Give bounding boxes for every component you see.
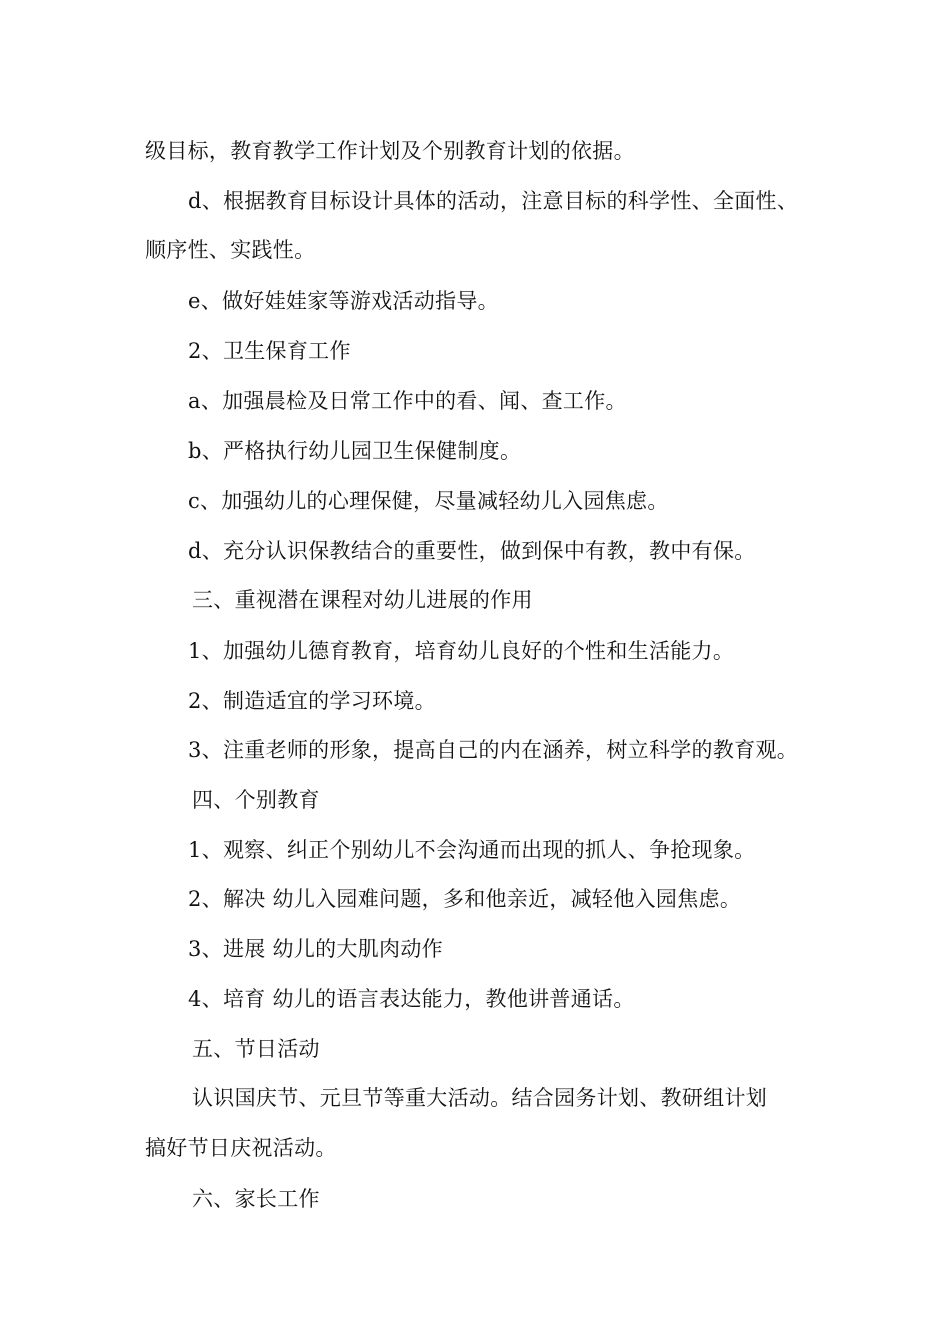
paragraph-line: 2、解决 幼儿入园难问题，多和他亲近，减轻他入园焦虑。 <box>188 887 742 911</box>
paragraph-line: e、做好娃娃家等游戏活动指导。 <box>188 289 499 313</box>
paragraph-line: 3、进展 幼儿的大肌肉动作 <box>188 937 443 961</box>
paragraph-line: 4、培育 幼儿的语言表达能力，教他讲普通话。 <box>188 987 635 1011</box>
section-heading: 六、家长工作 <box>192 1187 320 1211</box>
paragraph-line: 级目标，教育教学工作计划及个别教育计划的依据。 <box>145 139 635 163</box>
section-heading: 三、重视潜在课程对幼儿进展的作用 <box>192 588 533 612</box>
paragraph-line: d、根据教育目标设计具体的活动，注意目标的科学性、全面性、 <box>188 189 799 213</box>
section-heading: 2、卫生保育工作 <box>188 339 351 363</box>
paragraph-line: a、加强晨检及日常工作中的看、闻、查工作。 <box>188 389 627 413</box>
section-heading: 四、个别教育 <box>192 788 320 812</box>
paragraph-line: c、加强幼儿的心理保健，尽量减轻幼儿入园焦虑。 <box>188 489 669 513</box>
paragraph-line: 搞好节日庆祝活动。 <box>145 1136 337 1160</box>
paragraph-line: 1、观察、纠正个别幼儿不会沟通而出现的抓人、争抢现象。 <box>188 838 756 862</box>
paragraph-line: 2、制造适宜的学习环境。 <box>188 689 436 713</box>
paragraph-line: b、严格执行幼儿园卫生保健制度。 <box>188 439 522 463</box>
section-heading: 五、节日活动 <box>192 1037 320 1061</box>
paragraph-line: 1、加强幼儿德育教育，培育幼儿良好的个性和生活能力。 <box>188 639 735 663</box>
paragraph-line: 3、注重老师的形象，提高自己的内在涵养，树立科学的教育观。 <box>188 738 799 762</box>
paragraph-line: 顺序性、实践性。 <box>145 238 316 262</box>
paragraph-line: d、充分认识保教结合的重要性，做到保中有教，教中有保。 <box>188 539 756 563</box>
paragraph-line: 认识国庆节、元旦节等重大活动。结合园务计划、教研组计划 <box>192 1086 768 1110</box>
